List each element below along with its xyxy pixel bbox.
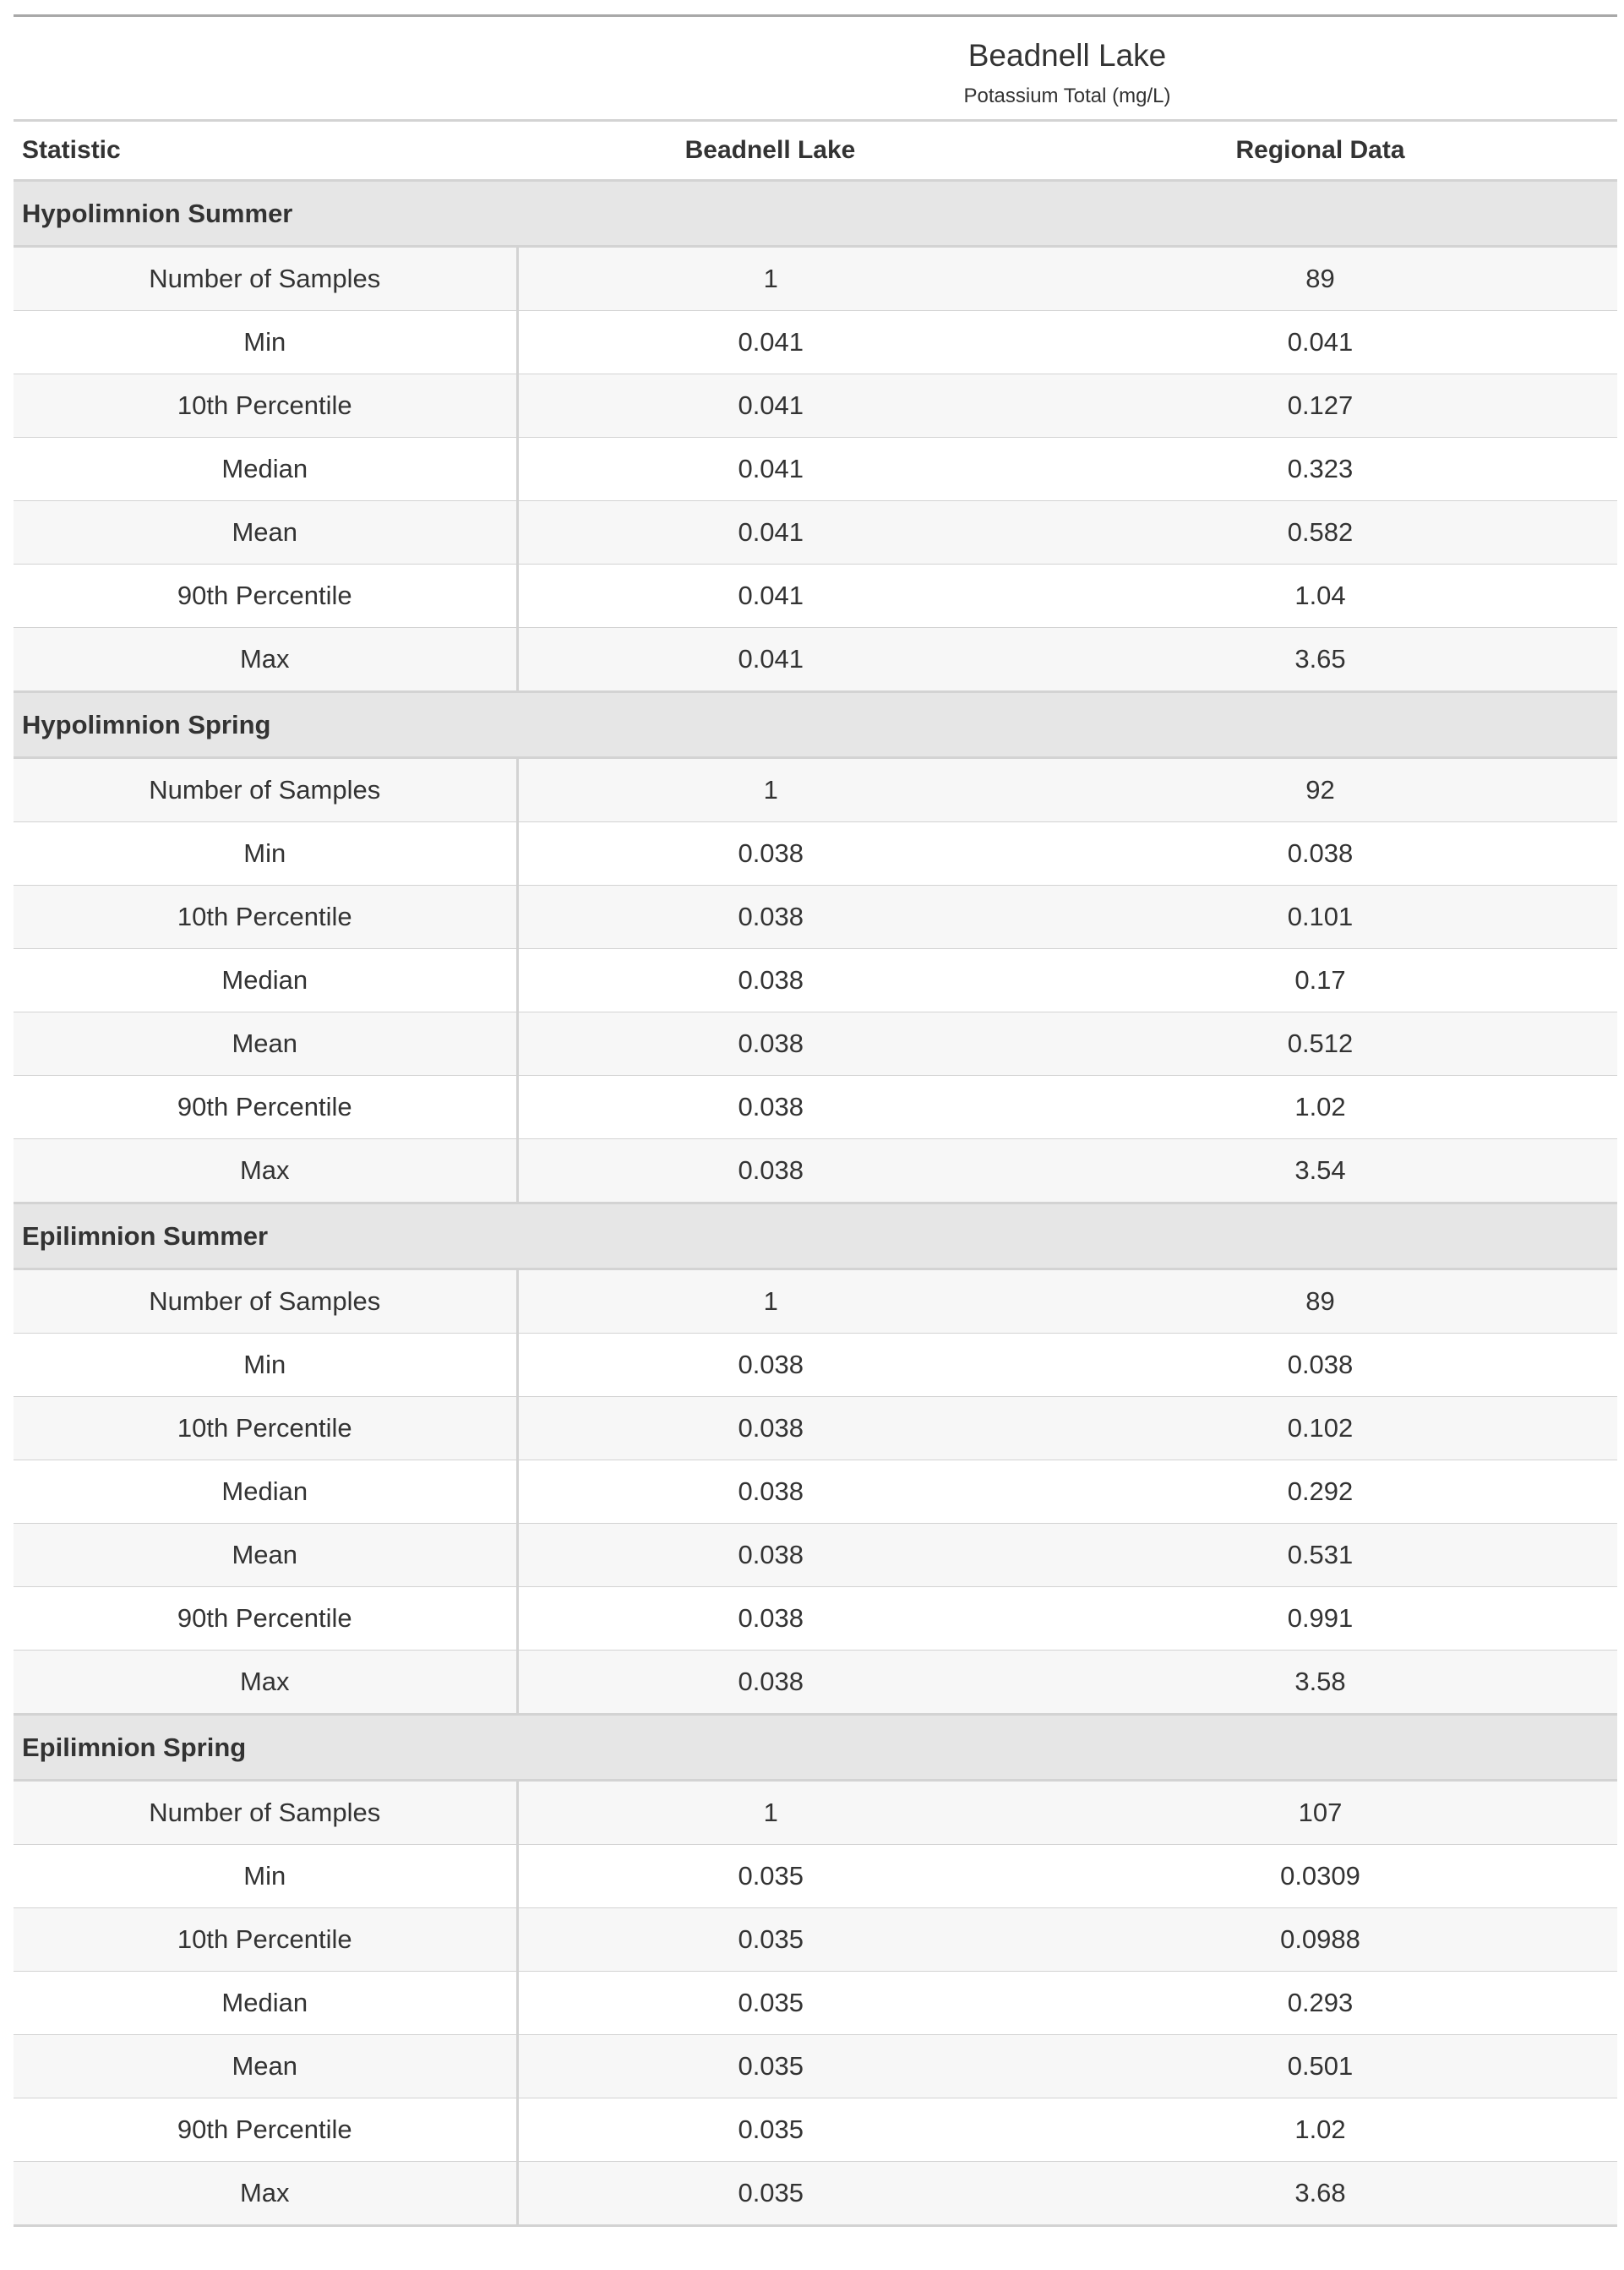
column-header-statistic: Statistic <box>14 121 517 181</box>
row-regional-value: 0.0988 <box>1023 1908 1617 1972</box>
row-regional-value: 1.02 <box>1023 2098 1617 2162</box>
row-lake-value: 0.035 <box>517 1908 1023 1972</box>
table-title: Beadnell Lake <box>967 38 1167 73</box>
row-lake-value: 0.035 <box>517 2162 1023 2226</box>
row-statistic: Median <box>14 1460 517 1524</box>
row-lake-value: 1 <box>517 1781 1023 1845</box>
group-label: Epilimnion Spring <box>14 1715 1617 1781</box>
row-statistic: 90th Percentile <box>14 1587 517 1651</box>
row-regional-value: 0.038 <box>1023 1334 1617 1397</box>
row-regional-value: 0.17 <box>1023 949 1617 1012</box>
row-lake-value: 0.038 <box>517 886 1023 949</box>
table-row <box>14 247 1617 311</box>
row-lake-value: 0.038 <box>517 1524 1023 1587</box>
row-regional-value: 92 <box>1023 758 1617 822</box>
row-regional-value: 0.501 <box>1023 2035 1617 2098</box>
row-statistic: Number of Samples <box>14 1781 517 1845</box>
table-subtitle: Potassium Total (mg/L) <box>963 85 1171 107</box>
row-statistic: Number of Samples <box>14 1269 517 1334</box>
table-row <box>14 2162 1617 2226</box>
table-row <box>14 1845 1617 1908</box>
table-row <box>14 1972 1617 2035</box>
row-lake-value: 0.035 <box>517 2035 1023 2098</box>
row-regional-value: 1.04 <box>1023 565 1617 628</box>
group-row <box>14 692 1617 758</box>
row-lake-value: 0.038 <box>517 1397 1023 1460</box>
table-body <box>14 181 1617 2226</box>
row-lake-value: 0.035 <box>517 1845 1023 1908</box>
title-row <box>14 16 1617 74</box>
row-statistic: Number of Samples <box>14 758 517 822</box>
table-row <box>14 822 1617 886</box>
table-row <box>14 1781 1617 1845</box>
table-row <box>14 1269 1617 1334</box>
group-label: Hypolimnion Spring <box>14 692 1617 758</box>
row-statistic: 90th Percentile <box>14 2098 517 2162</box>
row-lake-value: 0.041 <box>517 438 1023 501</box>
row-lake-value: 0.041 <box>517 628 1023 692</box>
table-row <box>14 949 1617 1012</box>
column-header-regional: Regional Data <box>1023 121 1617 181</box>
row-regional-value: 0.991 <box>1023 1587 1617 1651</box>
table-row <box>14 1524 1617 1587</box>
row-regional-value: 0.101 <box>1023 886 1617 949</box>
table-row <box>14 2035 1617 2098</box>
row-regional-value: 107 <box>1023 1781 1617 1845</box>
row-lake-value: 0.041 <box>517 565 1023 628</box>
row-lake-value: 0.038 <box>517 1012 1023 1076</box>
row-statistic: 10th Percentile <box>14 1397 517 1460</box>
table-row <box>14 758 1617 822</box>
row-lake-value: 0.038 <box>517 1139 1023 1203</box>
row-statistic: 10th Percentile <box>14 886 517 949</box>
row-lake-value: 0.041 <box>517 501 1023 565</box>
row-statistic: 90th Percentile <box>14 565 517 628</box>
table-row <box>14 311 1617 374</box>
row-lake-value: 1 <box>517 1269 1023 1334</box>
row-statistic: Mean <box>14 501 517 565</box>
row-statistic: Min <box>14 1334 517 1397</box>
column-header-lake: Beadnell Lake <box>517 121 1023 181</box>
row-regional-value: 0.041 <box>1023 311 1617 374</box>
row-regional-value: 89 <box>1023 1269 1617 1334</box>
row-lake-value: 1 <box>517 758 1023 822</box>
table-row <box>14 501 1617 565</box>
group-label: Epilimnion Summer <box>14 1203 1617 1269</box>
table-row <box>14 438 1617 501</box>
row-regional-value: 3.58 <box>1023 1651 1617 1715</box>
row-lake-value: 0.038 <box>517 1651 1023 1715</box>
row-lake-value: 1 <box>517 247 1023 311</box>
row-lake-value: 0.038 <box>517 1334 1023 1397</box>
group-row <box>14 1203 1617 1269</box>
group-row <box>14 1715 1617 1781</box>
row-statistic: 10th Percentile <box>14 1908 517 1972</box>
table-row <box>14 1397 1617 1460</box>
table-row <box>14 1334 1617 1397</box>
row-statistic: 90th Percentile <box>14 1076 517 1139</box>
group-label: Hypolimnion Summer <box>14 181 1617 247</box>
table-row <box>14 1587 1617 1651</box>
row-lake-value: 0.038 <box>517 1460 1023 1524</box>
statistics-table <box>14 14 1617 2227</box>
row-statistic: Min <box>14 311 517 374</box>
row-statistic: Max <box>14 2162 517 2226</box>
row-regional-value: 3.54 <box>1023 1139 1617 1203</box>
row-regional-value: 0.512 <box>1023 1012 1617 1076</box>
table-row <box>14 1908 1617 1972</box>
row-statistic: Mean <box>14 1012 517 1076</box>
row-lake-value: 0.038 <box>517 949 1023 1012</box>
row-regional-value: 0.127 <box>1023 374 1617 438</box>
row-statistic: 10th Percentile <box>14 374 517 438</box>
row-statistic: Median <box>14 438 517 501</box>
row-statistic: Number of Samples <box>14 247 517 311</box>
table-row <box>14 1076 1617 1139</box>
row-statistic: Mean <box>14 2035 517 2098</box>
row-regional-value: 0.102 <box>1023 1397 1617 1460</box>
row-statistic: Mean <box>14 1524 517 1587</box>
row-lake-value: 0.041 <box>517 374 1023 438</box>
row-statistic: Min <box>14 1845 517 1908</box>
row-lake-value: 0.035 <box>517 2098 1023 2162</box>
row-statistic: Max <box>14 1651 517 1715</box>
table-row <box>14 2098 1617 2162</box>
row-statistic: Max <box>14 1139 517 1203</box>
row-statistic: Min <box>14 822 517 886</box>
row-regional-value: 3.65 <box>1023 628 1617 692</box>
row-lake-value: 0.038 <box>517 1587 1023 1651</box>
table-row <box>14 1012 1617 1076</box>
table-header <box>14 16 1617 181</box>
row-statistic: Max <box>14 628 517 692</box>
row-regional-value: 0.292 <box>1023 1460 1617 1524</box>
row-regional-value: 0.293 <box>1023 1972 1617 2035</box>
row-statistic: Median <box>14 1972 517 2035</box>
row-regional-value: 1.02 <box>1023 1076 1617 1139</box>
row-regional-value: 3.68 <box>1023 2162 1617 2226</box>
row-regional-value: 0.582 <box>1023 501 1617 565</box>
row-lake-value: 0.038 <box>517 1076 1023 1139</box>
row-regional-value: 0.531 <box>1023 1524 1617 1587</box>
row-statistic: Median <box>14 949 517 1012</box>
table-row <box>14 628 1617 692</box>
table-row <box>14 565 1617 628</box>
subtitle-row <box>14 74 1617 121</box>
row-regional-value: 89 <box>1023 247 1617 311</box>
group-row <box>14 181 1617 247</box>
table-row <box>14 1651 1617 1715</box>
table-row <box>14 374 1617 438</box>
row-regional-value: 0.0309 <box>1023 1845 1617 1908</box>
row-regional-value: 0.323 <box>1023 438 1617 501</box>
row-lake-value: 0.038 <box>517 822 1023 886</box>
column-header-row <box>14 121 1617 181</box>
table-row <box>14 1460 1617 1524</box>
row-lake-value: 0.035 <box>517 1972 1023 2035</box>
row-regional-value: 0.038 <box>1023 822 1617 886</box>
row-lake-value: 0.041 <box>517 311 1023 374</box>
table-row <box>14 886 1617 949</box>
table-row <box>14 1139 1617 1203</box>
